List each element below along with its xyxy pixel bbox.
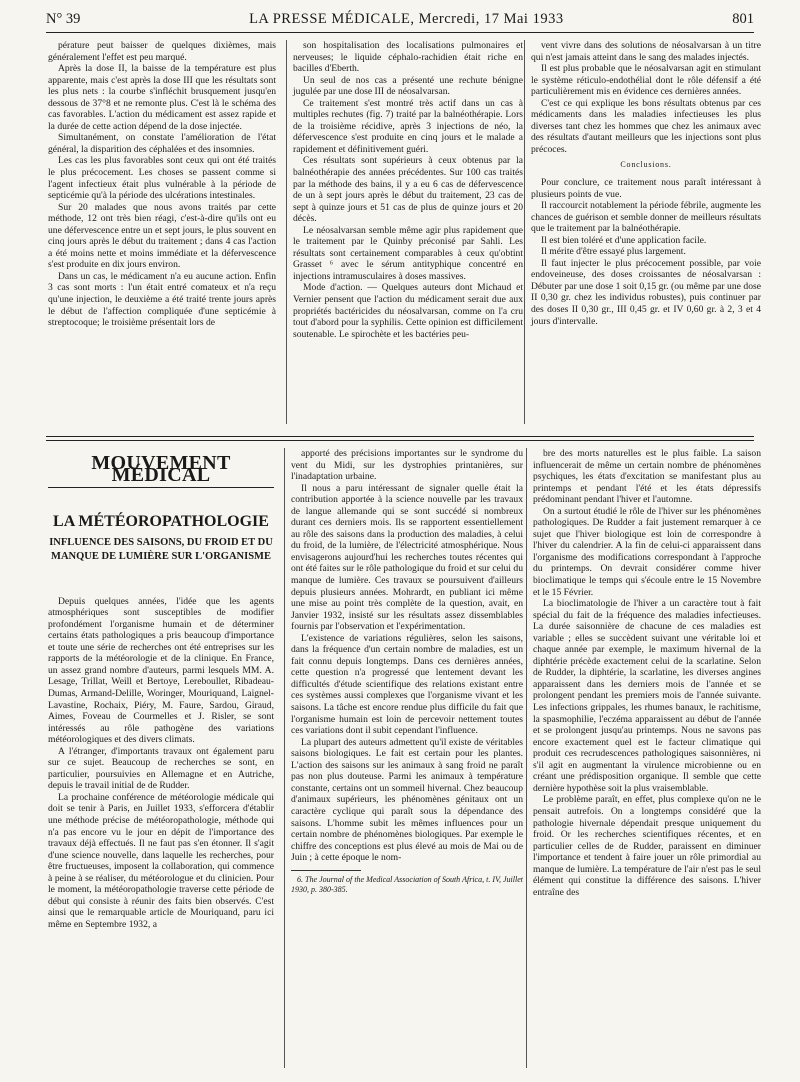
paragraph: Il mérite d'être essayé plus largement. bbox=[541, 246, 686, 258]
page-number: 801 bbox=[732, 10, 754, 27]
top-column-1 bbox=[48, 40, 276, 424]
section-divider bbox=[46, 436, 754, 441]
paragraph: Pour conclure, ce traitement nous paraît intéressant à plusieurs points de vue. bbox=[531, 177, 761, 200]
article-title: LA MÉTÉOROPATHOLOGIE bbox=[53, 513, 269, 531]
paragraph: Il est bien toléré et d'une application facile. bbox=[541, 234, 707, 246]
paragraph: vent vivre dans des solutions de néosalvarsan à un titre qui n'est jamais atteint dans le sang des malades injectés. bbox=[531, 40, 761, 63]
paragraph: La bioclimatologie de l'hiver a un caractère tout à fait spécial du fait de la fréquence des maladies infectieuses. La durée saisonnière de chacune de ces maladies est variable ; elles se succèdent suivant une véritable loi et chaque année par exemple, le maximum hivernal de la diphtérie précède exactement celui de la scarlatine. Selon de Rudder, la diphtérie, la scarlatine, les diverses angines apparaissent dans les derniers mois de l'année et se prolongent pendant les premiers mois de l'année suivante. Les infections grippales, les rhumes banaux, le rachitisme, la spasmophilie, l'eczéma apparaissent au début de l'année et se prolongent jusqu'au printemps. Nous ne savons pas encore exactement quel est le facteur climatique qui produit ces recrudescences pathologiques saisonnières, ni s'il agit en augmentant la virulence microbienne ou en créant une prédisposition organique. Il semble que cette dernière hypothèse soit la plus vraisemblable. bbox=[533, 598, 761, 794]
paragraph: Les cas les plus favorables sont ceux qui ont été traités le plus précocement. Les choses se passent comme si l'agent infectieux était plus vulnérable à la période de septicémie qu'à la période des ulcérations intestinales. bbox=[48, 155, 276, 202]
article-subtitle: INFLUENCE DES SAISONS, DU FROID ET DU MANQUE DE LUMIÈRE SUR L'ORGANISME bbox=[49, 536, 273, 562]
top-column-3 bbox=[524, 40, 761, 424]
paragraph: Simultanément, on constate l'amélioration de l'état général, la disparition des céphalées et des insomnies. bbox=[48, 132, 276, 155]
paragraph: C'est ce qui explique les bons résultats obtenus par ces médicaments dans les maladies infectieuses les plus diverses tant chez les hommes que chez les animaux avec des résultats d'autant meilleurs que les injections sont plus précoces. bbox=[531, 97, 761, 155]
article-column-2 bbox=[284, 448, 523, 1068]
paragraph: A l'étranger, d'importants travaux ont également paru sur ce sujet. Beaucoup de recherches se sont, en particulier, poursuivies en Allemagne et en Autriche, depuis le travail initial de de Rudder. bbox=[48, 745, 274, 792]
paragraph: Dans un cas, le médicament n'a eu aucune action. Enfin 3 cas sont morts : l'un était entré comateux et n'a reçu qu'une injection, le deuxième a été traité trente jours après le début de l'affection compliquée d'une septicémie à streptocoque; le troisième présentait lors de bbox=[48, 270, 276, 329]
article-column-1 bbox=[48, 448, 274, 1068]
conclusions-heading: Conclusions. bbox=[620, 160, 672, 170]
paragraph: Il raccourcit notablement la période fébrile, augmente les chances de guérison et semble donner de meilleurs résultats que le traitement par la balnéothérapie. bbox=[531, 200, 761, 235]
paragraph: On a surtout étudié le rôle de l'hiver sur les phénomènes pathologiques. De Rudder a fait justement remarquer à ce sujet que l'hiver biologique est loin de correspondre à l'hiver du calendrier. A la fin de celui-ci apparaissent dans l'organisme des modifications correspondant à l'approche du printemps. On devrait considérer comme hiver bioclimatique le temps qui s'écoule entre le 15 Novembre et le 15 Février. bbox=[533, 505, 761, 598]
top-column-2 bbox=[286, 40, 523, 424]
paragraph: son hospitalisation des localisations pulmonaires et nerveuses; le liquide céphalo-rachidien était riche en bacilles d'Eberth. bbox=[293, 40, 523, 75]
paragraph: Un seul de nos cas a présenté une rechute bénigne jugulée par une dose III de néosalvarsan. bbox=[293, 74, 523, 98]
paragraph: Mode d'action. — Quelques auteurs dont Michaud et Vernier pensent que l'action du médicament serait due aux propriétés bactéricides du néosalvarsan, comme on l'a cru tout d'abord pour la syphilis. Cette opinion est difficilement soutenable. Le spirochète et les bactéries peu- bbox=[293, 282, 523, 340]
paragraph: Sur 20 malades que nous avons traités par cette méthode, 12 ont très bien réagi, c'est-à-dire qu'ils ont eu une défervescence entre un et sept jours, le plus souvent en cinq jours après le début du traitement ; dans 4 cas l'action a été moins nette et moins immédiate et la défervescence s'est produite en dix jours environ. bbox=[48, 201, 276, 271]
paragraph: Le néosalvarsan semble même agir plus rapidement que le traitement par le Quinby préconisé par Sahli. Les résultats sont certainement comparables à ceux qu'obtint Grasset ⁶ avec le sérum antityphique concentré en injections intramusculaires à doses massives. bbox=[293, 224, 523, 282]
paragraph: Il est plus probable que le néosalvarsan agit en stimulant le système réticulo-endothélial dont le rôle défensif a été particulièrement mis en évidence ces dernières années. bbox=[531, 63, 761, 98]
paragraph: Ces résultats sont supérieurs à ceux obtenus par la balnéothérapie des années précédentes. Sur 100 cas traités par la méthode des bains, il y a eu 6 cas de défervescence de un à sept jours après le début du traitement, 23 cas de sept à quinze jours et 51 cas de plus de quinze jours et 20 décès. bbox=[293, 155, 523, 225]
paragraph: Depuis quelques années, l'idée que les agents atmosphériques sont susceptibles de modifier profondément l'organisme humain et de déterminer certains états pathologiques a pris beaucoup d'importance et toute une série de recherches ont été entreprises sur les rapports de la météorologie et de la clinique. En France, un assez grand nombre d'auteurs, parmi lesquels MM. A. Lesage, Trillat, Weill et Bertoye, Lereboullet, Ribadeau-Dumas, Armand-Delille, Woringer, Mouriquand, Laignel-Lavastine, Rochaix, Piéry, M. Faure, Sardou, Giraud, Aimes, Foveau de Courmelles et J. Risler, se sont intéressés au rôle pathogène des variations météorologiques et des divers climats. bbox=[48, 595, 274, 746]
paragraph: pérature peut baisser de quelques dixièmes, mais généralement l'effet est peu marqué. bbox=[48, 40, 276, 63]
paragraph: apporté des précisions importantes sur le syndrome du vent du Midi, sur les dystrophies printanières, sur l'inadaptation urbaine. bbox=[291, 448, 523, 483]
paragraph: La prochaine conférence de météorologie médicale qui doit se tenir à Paris, en Juillet 1933, s'efforcera d'établir une méthode précise de météoropathologie, méthode qui n'a pas encore vu le jour en dépit de l'importance des travaux déjà effectués. Il ne faut pas s'en étonner. Il s'agit d'une science nouvelle, dans laquelle les recherches, pour être fructueuses, imposent la collaboration, qui commence à peine à se réaliser, du météorologue et du clinicien. Pour le moment, la météoropathologie traverse cette période de début qui consiste à réunir des faits bien observés. C'est ainsi que le remarquable article de Mouriquand, paru ici même en Septembre 1932, a bbox=[48, 791, 274, 930]
paragraph: Il nous a paru intéressant de signaler quelle était la contribution apportée à la science nouvelle par les travaux de langue allemande qui se sont succédé si nombreux durant ces derniers mois. Ils se rapportent essentiellement au rôle des saisons dans la production des maladies, à celui du froid, de la lumière, de l'électricité atmosphérique. Nous envisagerons aujourd'hui les recherches toutes récentes qui ont été faites sur le rôle pathologique du froid et sur celui du manque de lumière. Ces travaux se poursuivent d'ailleurs depuis plusieurs années. Mohrardt, en publiant ici même une mise au point très complète de la question, avait, en Janvier 1932, insisté sur les résultats assez dissemblables fournis par l'observation et l'expérimentation. bbox=[291, 482, 523, 633]
paragraph: Le problème paraît, en effet, plus complexe qu'on ne le pensait autrefois. On a longtemps considéré que la pathologie hivernale dépendait presque uniquement du froid. Or les recherches scientifiques récentes, et en particulier celles de de Rudder, paraissent en diminuer l'importance et tendent à faire jouer un rôle primordial au manque de lumière. La température de l'air n'est pas le seul élément qui constitue la différence des saisons. L'hiver entraîne des bbox=[533, 794, 761, 898]
paragraph: L'existence de variations régulières, selon les saisons, dans la fréquence d'un certain nombre de maladies, est un fait connu depuis longtemps. Dans ces dernières années, cette question n'a progressé que lentement devant les difficultés d'étude scientifique des relations existant entre ces systèmes aussi complexes que l'organisme vivant et les saisons. La tâche est encore rendue plus difficile du fait que l'organisme humain est loin de percevoir nettement toutes ces variations dont il subit cependant l'influence. bbox=[291, 632, 523, 737]
paragraph: bre des morts naturelles est le plus faible. La saison influencerait de même un certain nombre de phénomènes psychiques, les états d'excitation se manifestant plus au printemps et pendant l'été et les états dépressifs prédominant pendant l'hiver et l'automne. bbox=[533, 448, 761, 506]
article-column-3 bbox=[526, 448, 761, 1068]
paragraph: Ce traitement s'est montré très actif dans un cas à multiples rechutes (fig. 7) traité par la balnéothérapie. Lors de la troisième récidive, après 3 injections de néo, la défervescence s'est produite en cinq jours et le malade a rapidement et définitivement guéri. bbox=[293, 97, 523, 155]
issue-number: N° 39 bbox=[46, 10, 81, 27]
journal-title: LA PRESSE MÉDICALE, Mercredi, 17 Mai 1933 bbox=[249, 10, 564, 27]
paragraph: Après la dose II, la baisse de la température est plus apparente, mais c'est après la dose III que les résultats sont les plus nets : la courbe s'infléchit brusquement jusqu'en dessous de 37°8 et ne remonte plus. C'est là le schéma des cas favorables. L'action du médicament est assez rapide et la durée de cette action dépend de la dose injectée. bbox=[48, 63, 276, 132]
paragraph: La plupart des auteurs admettent qu'il existe de véritables saisons biologiques. Le fait est certain pour les plantes. L'action des saisons sur les animaux à sang froid ne paraît pas non plus douteuse. Parmi les animaux à température constante, certains ont un sommeil hivernal. Chez beaucoup d'animaux supérieurs, les phénomènes génitaux ont un caractère cyclique qui paraît sous la dépendance des saisons. L'homme subit les mêmes influences pour un certain nombre de phénomènes biologiques. Par exemple le chiffre des conceptions est plus élevé au mois de Mai ou de Juin ; à cette époque le nom- bbox=[291, 736, 523, 864]
section-heading: MOUVEMENT MÉDICAL bbox=[48, 458, 274, 488]
footnote: 6. The Journal of the Medical Association of South Africa, t. IV, Juillet 1930, p. 380-385. bbox=[291, 874, 523, 894]
paragraph: Il faut injecter le plus précocement possible, par voie endoveineuse, des doses croissantes de néosalvarsan : Débuter par une dose 1 soit 0,15 gr. (ou même par une dose II 0,30 gr. chez les individus robustes), puis continuer par des doses II 0,30 gr., III 0,45 gr. et IV 0,60 gr. à 2, 3 et 4 jours d'intervalle. bbox=[531, 257, 761, 327]
footnote-rule bbox=[291, 870, 361, 871]
page-header bbox=[46, 6, 754, 33]
